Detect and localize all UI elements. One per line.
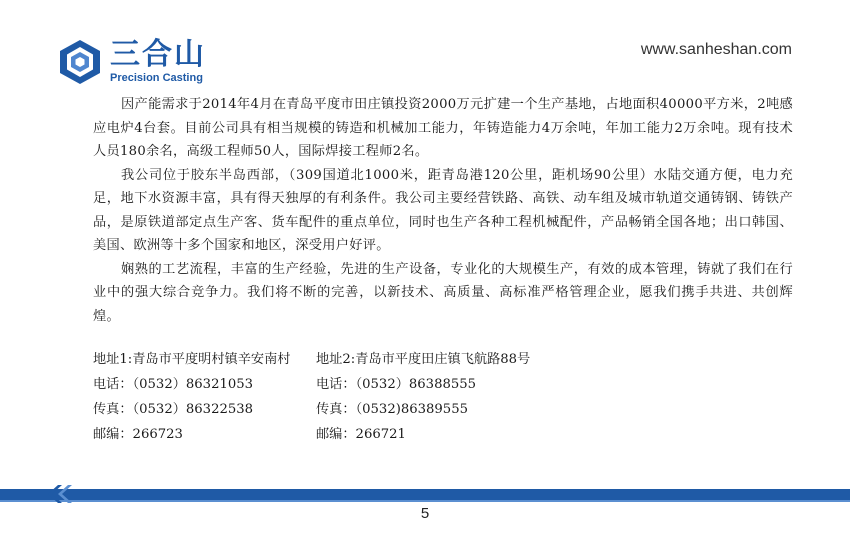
phone-row: [93, 372, 793, 397]
paragraph-location: 我公司位于胶东半岛西部，（309国道北1000米，距青岛港120公里，距机场90公里）水陆交通方便，电力充足，地下水资源丰富，具有得天独厚的有利条件。我公司主要经营铁路、高铁、动车组及城市轨道交通铸钢、铸铁产品，是原铁道部定点生产客、货车配件的重点单位，同时也生产各种工程机械配件，产品畅销全国各地；出口韩国、美国、欧洲等十多个国家和地区，深受用户好评。: [93, 167, 793, 253]
footer-arrow-icon: [48, 485, 78, 503]
zip-row: [93, 422, 793, 447]
logo-mark-icon: [56, 38, 104, 86]
page-number: 5: [420, 505, 430, 522]
logo-chinese-name: 三合山: [110, 37, 206, 72]
phone-1: 电话：（0532）86321053: [93, 377, 254, 392]
paragraph-capacity: 因产能需求于2014年4月在青岛平度市田庄镇投资2000万元扩建一个生产基地，占地面积40000平方米，2吨感应电炉4台套。目前公司具有相当规模的铸造和机械加工能力，年铸造能力4万余吨，年加工能力2万余吨。现有技术人员180余名，高级工程师50人，国际焊接工程师2名。: [93, 97, 793, 159]
website-url: www.sanheshan.com: [640, 41, 792, 58]
logo-english-name: Precision Casting: [110, 72, 203, 84]
zip-1: 邮编：266723: [93, 427, 183, 442]
address-1: 地址1:青岛市平度明村镇辛安南村: [93, 352, 291, 367]
paragraph-advantages: 娴熟的工艺流程，丰富的生产经验，先进的生产设备，专业化的大规模生产，有效的成本管理，铸就了我们在行业中的强大综合竞争力。我们将不断的完善，以新技术、高质量、高标准严格管理企业，愿我们携手共进、共创辉煌。: [93, 261, 793, 324]
fax-1: 传真：（0532）86322538: [93, 402, 254, 417]
company-logo: [56, 38, 206, 86]
phone-2: 电话：（0532）86388555: [316, 377, 477, 392]
fax-2: 传真：（0532)86389555: [316, 402, 468, 417]
fax-row: [93, 397, 793, 422]
address-2: 地址2:青岛市平度田庄镇飞航路88号: [316, 352, 531, 367]
footer-bar: [0, 489, 850, 500]
body-text: [93, 93, 793, 328]
contact-info: [93, 347, 793, 447]
footer-accent-line: [0, 500, 850, 502]
zip-2: 邮编：266721: [316, 427, 406, 442]
address-row: [93, 347, 793, 372]
